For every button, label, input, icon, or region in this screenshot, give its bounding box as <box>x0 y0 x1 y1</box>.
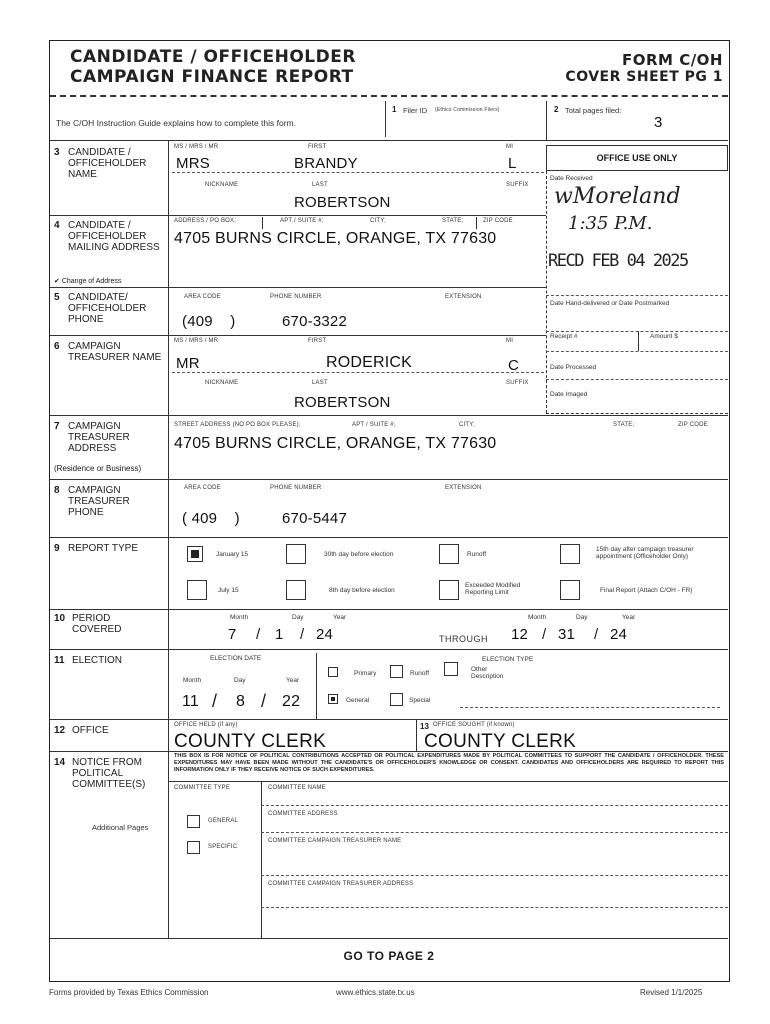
change-of-address-check: ✔ <box>54 278 60 285</box>
treasurer-extension-label: EXTENSION <box>445 485 482 491</box>
section-11-number: 11 <box>54 655 65 666</box>
treasurer-prefix-label: MS / MRS / MR <box>174 338 219 344</box>
divider <box>546 101 547 141</box>
candidate-area-code[interactable]: (409 ) <box>182 313 236 330</box>
report-type-option-label: Exceeded Modified Reporting Limit <box>465 582 521 596</box>
divider <box>261 907 728 908</box>
date-received-label: Date Received <box>550 175 593 182</box>
office-use-header <box>546 145 728 171</box>
form-id: FORM C/OH <box>622 51 723 69</box>
report-type-15th-day-checkbox[interactable] <box>560 544 580 564</box>
committee-treasurer-address-label: COMMITTEE CAMPAIGN TREASURER ADDRESS <box>268 881 414 887</box>
treasurer-middle-initial[interactable]: C <box>508 357 520 374</box>
state-label: STATE; <box>442 218 464 224</box>
report-type-option-label: Runoff <box>467 551 487 558</box>
cover-sheet-form <box>49 40 730 982</box>
divider <box>50 649 728 650</box>
section-6-number: 6 <box>54 341 60 352</box>
label-column-divider <box>168 140 169 938</box>
divider <box>262 217 263 229</box>
cover-sheet-label: COVER SHEET PG 1 <box>565 69 723 85</box>
filer-id-label: Filer ID <box>403 106 428 115</box>
date-separator: / <box>256 626 261 643</box>
footer-revised: Revised 1/1/2025 <box>640 988 703 997</box>
election-type-label: ELECTION TYPE <box>482 656 534 663</box>
section-7-sub: (Residence or Business) <box>54 464 142 473</box>
divider <box>50 287 546 288</box>
filer-id-sub: (Ethics Commission Filers) <box>435 107 500 113</box>
report-type-final-report-checkbox[interactable] <box>560 580 580 600</box>
total-pages-number: 2 <box>554 105 559 114</box>
committee-treasurer-label: COMMITTEE CAMPAIGN TREASURER NAME <box>268 838 402 844</box>
period-to-year-label: Year <box>622 614 636 621</box>
divider <box>50 537 728 538</box>
election-runoff-checkbox[interactable] <box>390 665 403 678</box>
election-day[interactable]: 8 <box>236 693 246 710</box>
election-other-label: Other Description <box>471 666 504 680</box>
report-type-exceeded-limit-checkbox[interactable] <box>439 580 459 600</box>
change-of-address[interactable] <box>54 277 121 285</box>
report-type-option-label: July 15 <box>218 587 239 594</box>
period-month-label: Month <box>230 614 249 621</box>
hand-delivered-label: Date Hand-delivered or Date Postmarked <box>550 300 670 307</box>
election-date-label: ELECTION DATE <box>210 655 262 662</box>
suffix-label: SUFFIX <box>506 182 529 188</box>
receipt-label: Receipt # <box>550 333 578 340</box>
candidate-last-name[interactable]: ROBERTSON <box>294 194 391 211</box>
divider <box>546 295 728 296</box>
treasurer-last-label: LAST <box>312 380 328 386</box>
zip-label: ZIP CODE <box>483 218 513 224</box>
office-held-value[interactable]: COUNTY CLERK <box>174 731 327 752</box>
report-type-option-label: 30th day before election <box>324 551 394 558</box>
election-runoff-label: Runoff <box>410 670 430 677</box>
section-13-number: 13 <box>420 722 429 731</box>
treasurer-first-name[interactable]: RODERICK <box>326 354 413 371</box>
divider <box>50 719 728 720</box>
committee-name-label: COMMITTEE NAME <box>268 785 326 791</box>
prefix-label: MS / MRS / MR <box>174 144 219 150</box>
committee-address-label: COMMITTEE ADDRESS <box>268 811 338 817</box>
treasurer-address[interactable]: 4705 BURNS CIRCLE, ORANGE, TX 77630 <box>174 435 497 452</box>
election-month[interactable]: 11 <box>182 693 200 710</box>
divider <box>546 413 728 414</box>
form-title-line1: CANDIDATE / OFFICEHOLDER <box>70 47 356 67</box>
committee-type-label: COMMITTEE TYPE <box>174 785 231 791</box>
committee-specific-checkbox[interactable] <box>187 841 200 854</box>
section-7-label: CAMPAIGN TREASURER ADDRESS <box>68 421 130 454</box>
report-type-option-label: January 15 <box>216 551 249 558</box>
treasurer-last-name[interactable]: ROBERTSON <box>294 394 391 411</box>
candidate-middle-initial[interactable]: L <box>508 155 517 172</box>
report-type-january-15-checkbox[interactable] <box>187 546 203 562</box>
candidate-first-name[interactable]: BRANDY <box>294 155 358 172</box>
last-label: LAST <box>312 182 328 188</box>
treasurer-state-label: STATE; <box>613 422 635 428</box>
footer-website[interactable]: www.ethics.state.tx.us <box>336 988 415 997</box>
apt-label: APT / SUITE #; <box>280 218 324 224</box>
treasurer-phone-number[interactable]: 670-5447 <box>282 510 347 527</box>
period-to-day[interactable]: 31 <box>558 626 576 643</box>
other-description-line <box>460 707 720 708</box>
city-label: CITY; <box>370 218 386 224</box>
section-8-label: CAMPAIGN TREASURER PHONE <box>68 485 130 518</box>
report-type-july-15-checkbox[interactable] <box>187 580 207 600</box>
period-from-day[interactable]: 1 <box>275 626 284 643</box>
divider <box>546 379 728 380</box>
amount-label: Amount $ <box>650 333 678 340</box>
section-7-number: 7 <box>54 421 60 432</box>
date-imaged-label: Date Imaged <box>550 391 588 398</box>
candidate-prefix[interactable]: MRS <box>176 155 210 172</box>
section-14-label: NOTICE FROM POLITICAL COMMITTEE(S) <box>72 757 146 790</box>
election-year[interactable]: 22 <box>282 693 301 710</box>
candidate-mailing-address[interactable]: 4705 BURNS CIRCLE, ORANGE, TX 77630 <box>174 230 497 247</box>
treasurer-zip-label: ZIP CODE <box>678 422 708 428</box>
divider <box>172 372 544 373</box>
section-3-number: 3 <box>54 147 60 158</box>
office-held-label: OFFICE HELD (if any) <box>174 722 238 728</box>
section-9-label: REPORT TYPE <box>68 543 139 554</box>
period-year-label: Year <box>333 614 347 621</box>
filer-id-field[interactable] <box>402 117 542 132</box>
receiver-signature: wMoreland <box>554 184 681 209</box>
treasurer-apt-label: APT / SUITE #; <box>352 422 396 428</box>
period-to-year[interactable]: 24 <box>610 626 628 643</box>
treasurer-first-label: FIRST <box>308 338 327 344</box>
divider <box>476 217 477 229</box>
treasurer-suffix-label: SUFFIX <box>506 380 529 386</box>
election-special-label: Special <box>409 697 431 704</box>
period-from-month[interactable]: 7 <box>228 626 237 643</box>
divider <box>50 215 546 216</box>
extension-label: EXTENSION <box>445 294 482 300</box>
report-type-8th-day-checkbox[interactable] <box>286 580 306 600</box>
divider <box>261 875 728 876</box>
divider <box>50 751 728 752</box>
change-of-address-label: Change of Address <box>61 278 122 285</box>
period-day-label: Day <box>292 614 304 621</box>
election-year-label: Year <box>286 677 300 684</box>
election-primary-checkbox[interactable] <box>328 667 338 677</box>
report-type-option-label: 8th day before election <box>329 587 395 594</box>
go-to-page-2: GO TO PAGE 2 <box>343 949 435 963</box>
total-pages-value[interactable]: 3 <box>654 114 663 131</box>
divider <box>261 805 728 806</box>
divider <box>261 832 728 833</box>
divider <box>316 653 317 719</box>
divider <box>546 351 728 352</box>
candidate-phone-number[interactable]: 670-3322 <box>282 313 347 330</box>
date-separator: / <box>300 626 305 643</box>
election-special-checkbox[interactable] <box>390 693 403 706</box>
period-to-day-label: Day <box>576 614 588 621</box>
divider <box>50 140 728 141</box>
election-month-label: Month <box>183 677 202 684</box>
area-code-label: AREA CODE <box>184 294 221 300</box>
election-day-label: Day <box>234 677 246 684</box>
committee-specific-label: SPECIFIC <box>208 844 238 850</box>
period-through-label: THROUGH <box>439 634 488 644</box>
filer-id-number: 1 <box>392 105 397 114</box>
section-5-label: CANDIDATE/ OFFICEHOLDER PHONE <box>68 292 147 325</box>
treasurer-area-code-label: AREA CODE <box>184 485 221 491</box>
treasurer-nickname-label: NICKNAME <box>205 380 239 386</box>
section-9-number: 9 <box>54 543 60 554</box>
total-pages-label: Total pages filed: <box>565 106 622 115</box>
report-type-option-label: 15th day after campaign treasurer appointment (Officeholder Only) <box>596 546 694 560</box>
instructions-text: The C/OH Instruction Guide explains how to complete this form. <box>56 118 296 128</box>
section-4-number: 4 <box>54 220 60 231</box>
period-from-year[interactable]: 24 <box>316 626 334 643</box>
date-separator: / <box>594 626 599 643</box>
notice-text: THIS BOX IS FOR NOTICE OF POLITICAL CONTRIBUTIONS ACCEPTED OR POLITICAL EXPENDITURES MADE BY POLITICAL COMMITTEES TO SUPPORT THE CANDIDATE / OFFICEHOLDER. THESE EXPENDITURES MAY HAVE BEEN MADE WITHOUT THE CANDIDATE'S OR OFFICEHOLDER'S KNOWLEDGE OR CONSENT. CANDIDATES AND OFFICEHOLDERS ARE REQUIRED TO REPORT THIS INFORMATION ONLY IF THEY RECEIVE NOTICE OF SUCH EXPENDITURES. <box>174 753 724 773</box>
committee-general-checkbox[interactable] <box>187 815 200 828</box>
section-6-label: CAMPAIGN TREASURER NAME <box>68 341 162 363</box>
nickname-label: NICKNAME <box>205 182 239 188</box>
election-general-mark <box>331 697 335 701</box>
period-to-month-label: Month <box>528 614 547 621</box>
additional-pages-label: Additional Pages <box>92 823 149 832</box>
section-14-number: 14 <box>54 757 66 768</box>
section-8-number: 8 <box>54 485 60 496</box>
phone-number-label: PHONE NUMBER <box>270 294 322 300</box>
treasurer-mi-label: MI <box>506 338 514 344</box>
election-general-checkbox[interactable] <box>328 694 338 704</box>
date-processed-label: Date Processed <box>550 364 597 371</box>
date-separator: / <box>212 691 218 711</box>
office-use-divider <box>546 171 547 413</box>
election-primary-label: Primary <box>354 670 377 677</box>
received-stamp: RECD FEB 04 2025 <box>548 251 688 271</box>
date-separator: / <box>261 691 267 711</box>
divider <box>50 938 728 939</box>
divider <box>50 335 546 336</box>
section-11-label: ELECTION <box>72 655 123 666</box>
divider <box>50 415 728 416</box>
section-12-label: OFFICE <box>72 725 109 736</box>
treasurer-prefix[interactable]: MR <box>176 355 200 372</box>
mi-label: MI <box>506 144 514 150</box>
report-type-option-label: Final Report (Attach C/OH - FR) <box>600 587 693 594</box>
section-10-label: PERIOD COVERED <box>72 613 122 635</box>
section-12-number: 12 <box>54 725 66 736</box>
report-type-30th-day-checkbox[interactable] <box>286 544 306 564</box>
report-type-runoff-checkbox[interactable] <box>439 544 459 564</box>
divider <box>168 781 728 782</box>
divider <box>50 609 728 610</box>
received-time: 1:35 P.M. <box>568 213 653 234</box>
form-title-line2: CAMPAIGN FINANCE REPORT <box>70 67 354 87</box>
treasurer-area-code[interactable]: ( 409 ) <box>182 510 240 527</box>
divider <box>546 331 728 332</box>
divider <box>416 719 417 751</box>
section-10-number: 10 <box>54 613 66 624</box>
office-sought-value[interactable]: COUNTY CLERK <box>424 731 577 752</box>
treasurer-city-label: CITY; <box>459 422 475 428</box>
footer-provider: Forms provided by Texas Ethics Commission <box>49 988 209 997</box>
section-5-number: 5 <box>54 292 60 303</box>
office-use-title: OFFICE USE ONLY <box>596 153 678 163</box>
date-separator: / <box>542 626 547 643</box>
divider <box>172 172 544 173</box>
first-label: FIRST <box>308 144 327 150</box>
street-address-label: STREET ADDRESS (NO PO BOX PLEASE); <box>174 422 301 428</box>
section-4-label: CANDIDATE / OFFICEHOLDER MAILING ADDRESS <box>68 220 160 253</box>
address-label: ADDRESS / PO BOX; <box>174 218 237 224</box>
office-sought-label: OFFICE SOUGHT (if known) <box>433 722 515 728</box>
divider <box>385 101 386 137</box>
election-general-label: General <box>346 697 370 704</box>
header-divider <box>50 95 728 97</box>
election-other-checkbox[interactable] <box>444 662 458 676</box>
divider <box>50 479 728 480</box>
divider <box>638 331 639 351</box>
period-to-month[interactable]: 12 <box>511 626 529 643</box>
treasurer-phone-label: PHONE NUMBER <box>270 485 322 491</box>
committee-general-label: GENERAL <box>208 818 239 824</box>
section-3-label: CANDIDATE / OFFICEHOLDER NAME <box>68 147 147 180</box>
